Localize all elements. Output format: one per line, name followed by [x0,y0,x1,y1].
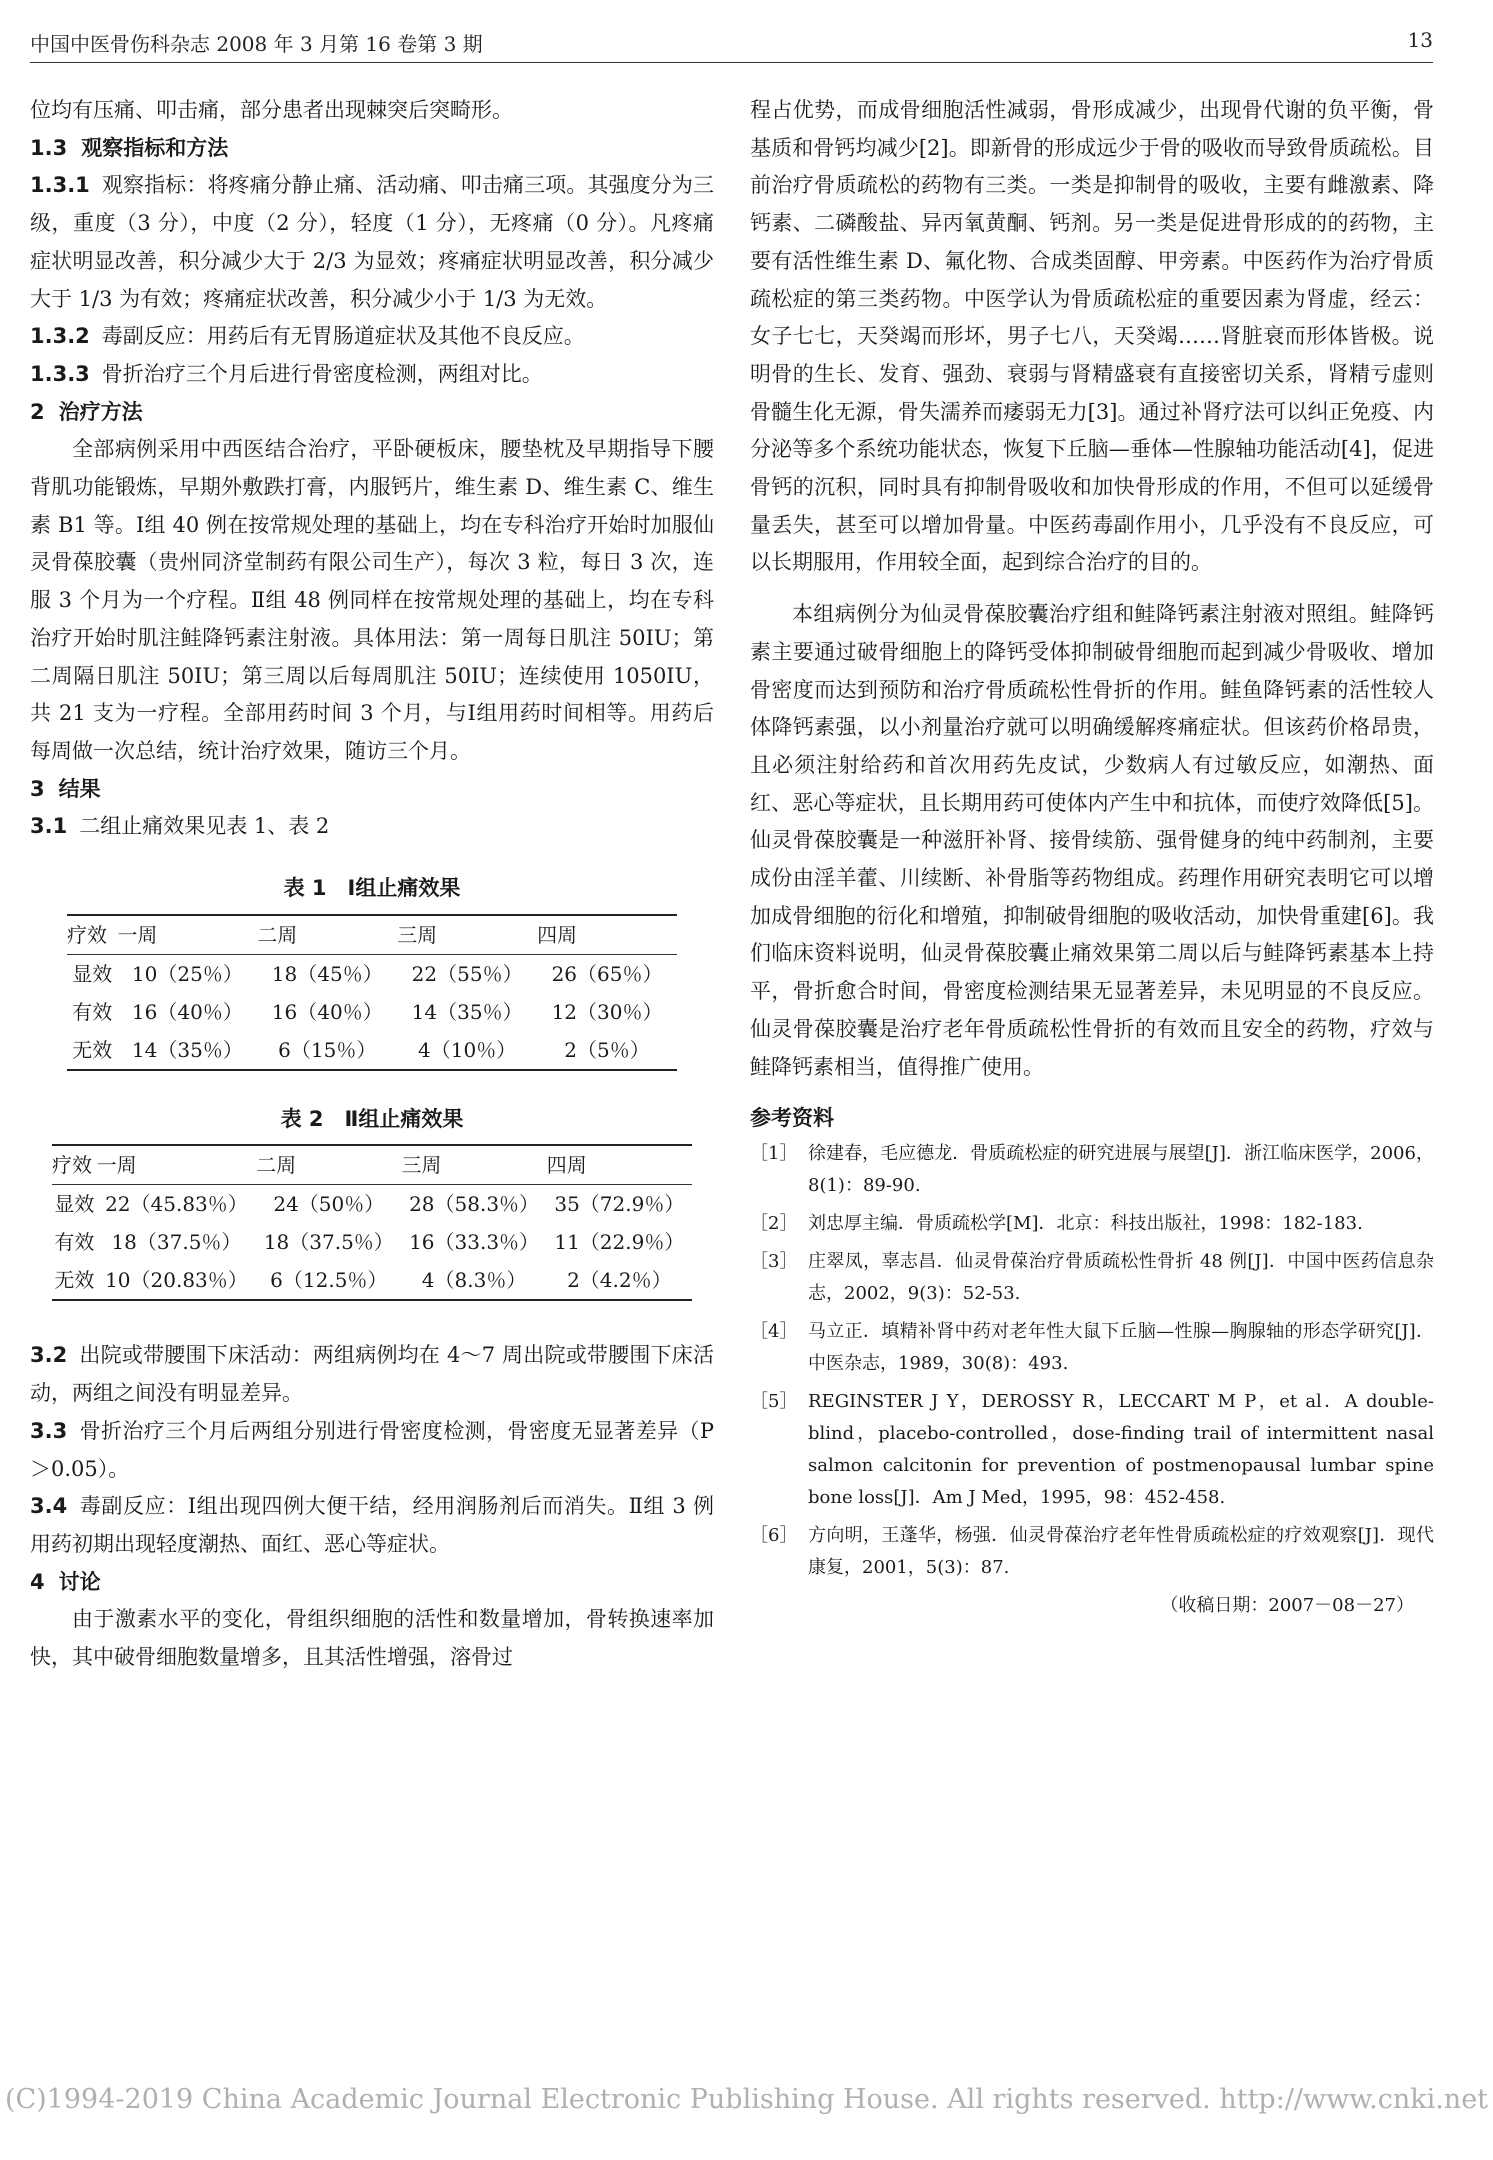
subsection [30,1488,714,1563]
subsection [30,1413,714,1488]
subsection-number: 3.2 [30,1343,68,1368]
copyright-footer: (C)1994-2019 China Academic Journal Electronic Publishing House. All rights reserved. http://www.cnki.net [4,2084,1489,2115]
journal-title: 中国中医骨伤科杂志 2008 年 3 月第 16 卷第 3 期 [30,32,483,56]
table-cell: 28（58.3％） [409,1192,540,1217]
subsection [30,1337,714,1412]
subsection-number: 3.4 [30,1494,68,1519]
reference-number: ［3］ [750,1250,798,1272]
table2-header-row [52,1145,692,1185]
subsection [30,167,714,318]
table-cell: 18（37.5％） [263,1230,394,1255]
reference-text: 方向明，王蓬华，杨强．仙灵骨葆治疗老年性骨质疏松症的疗效观察[J]．现代康复，2001，5(3)：87. [808,1524,1434,1578]
received-date: （收稿日期：2007－08－27） [1160,1594,1414,1616]
reference-text: REGINSTER J Y，DEROSSY R，LECCART M P，et al．A double-blind，placebo-controlled，dose-finding trail of intermittent nasal salmon calcitonin for prevention of postmenopausal lumbar spine bone loss[J]．Am J Med，1995，98：452-458. [808,1390,1434,1508]
section-number: 4 [30,1569,45,1594]
section-title: 观察指标和方法 [81,135,229,160]
reference-text: 马立正．填精补肾中药对老年性大鼠下丘脑—性腺—胸腺轴的形态学研究[J]．中医杂志，1989，30(8)：493. [808,1320,1434,1374]
subsection-text: 骨折治疗三个月后进行骨密度检测，两组对比。 [101,361,543,386]
subsection-text: 骨折治疗三个月后两组分别进行骨密度检测，骨密度无显著差异（P＞0.05）。 [30,1418,714,1481]
table-cell: 6（12.5％） [256,1261,401,1300]
section-number: 3 [30,776,45,801]
paragraph: 由于激素水平的变化，骨组织细胞的活性和数量增加，骨转换速率加快，其中破骨细胞数量增多，且其活性增强，溶骨过 [30,1607,714,1670]
table-cell: 14（35％） [411,999,523,1024]
table-cell: 35（72.9％） [554,1192,685,1217]
table-cell: 24（50％） [273,1192,385,1217]
section-number: 1.3 [30,135,68,160]
table-cell: 22（55％） [411,961,523,986]
paragraph: 全部病例采用中西医结合治疗，平卧硬板床，腰垫枕及早期指导下腰背肌功能锻炼，早期外敷跌打膏，内服钙片，维生素 D、维生素 C、维生素 B1 等。Ⅰ组 40 例在按常规处理的基础上，均在专科治疗开始时加服仙灵骨葆胶囊（贵州同济堂制药有限公司生产），每次 3 粒，每日 3 次，连服 3 个月为一个疗程。Ⅱ组 48 例同样在按常规处理的基础上，均在专科治疗开始时肌注鲑降钙素注射液。具体用法：第一周每日肌注 50IU；第二周隔日肌注 50IU；第三周以后每周肌注 50IU；连续使用 1050IU，共 21 支为一疗程。全部用药时间 3 个月，与Ⅰ组用药时间相等。用药后每周做一次总结，统计治疗效果，随访三个月。 [30,437,714,763]
reference-item [750,1316,1434,1380]
paragraph: 位均有压痛、叩击痛，部分患者出现棘突后突畸形。 [30,98,513,122]
table1-header: 二周 [257,915,397,955]
table-cell: 有效 [72,999,113,1024]
table2-header: 四周 [547,1145,692,1185]
section-heading [30,771,714,809]
reference-list [750,1138,1434,1584]
section-number: 2 [30,399,45,424]
table-cell: 10（25％） [131,961,243,986]
page-number: 13 [1407,28,1433,52]
table-cell: 16（40％） [131,999,243,1024]
reference-number: ［2］ [750,1212,798,1234]
table-row [67,993,677,1031]
subsection-number: 1.3.3 [30,361,90,386]
section-heading [30,130,714,168]
section-title: 治疗方法 [58,399,143,424]
table-row [52,1223,692,1261]
section-heading [30,394,714,432]
reference-number: ［6］ [750,1524,798,1546]
subsection-number: 1.3.1 [30,173,90,198]
table-cell: 11（22.9％） [554,1230,685,1255]
reference-number: ［1］ [750,1142,798,1164]
table-cell: 14（35％） [117,1031,257,1070]
table2-header: 一周 [97,1145,256,1185]
table-cell: 显效 [54,1192,95,1217]
section-heading [30,1564,714,1602]
reference-text: 徐建春，毛应德龙．骨质疏松症的研究进展与展望[J]．浙江临床医学，2006，8(1)：89-90. [808,1142,1434,1196]
reference-number: ［4］ [750,1320,798,1342]
table-row [52,1185,692,1224]
subsection-number: 1.3.2 [30,324,90,349]
table2-header: 二周 [256,1145,401,1185]
table1-header-row [67,915,677,955]
subsection-text: 出院或带腰围下床活动：两组病例均在 4～7 周出院或带腰围下床活动，两组之间没有明显差异。 [30,1343,714,1406]
table-cell: 显效 [72,961,113,986]
subsection-text: 毒副反应：Ⅰ组出现四例大便干结，经用润肠剂后而消失。Ⅱ组 3 例用药初期出现轻度潮热、面红、恶心等症状。 [30,1494,714,1556]
table-cell: 2（4.2％） [547,1261,692,1300]
table-cell: 18（45％） [271,961,383,986]
table-cell: 2（5％） [537,1031,677,1070]
table-cell: 4（10％） [397,1031,537,1070]
section-title: 结果 [58,776,101,801]
table-row [52,1261,692,1300]
reference-text: 刘忠厚主编．骨质疏松学[M]．北京：科技出版社，1998：182-183. [808,1212,1363,1234]
reference-item [750,1520,1434,1584]
subsection [30,356,714,394]
reference-number: ［5］ [750,1390,798,1412]
paragraph: 本组病例分为仙灵骨葆胶囊治疗组和鲑降钙素注射液对照组。鲑降钙素主要通过破骨细胞上的降钙受体抑制破骨细胞而起到减少骨吸收、增加骨密度而达到预防和治疗骨质疏松性骨折的作用。鲑鱼降钙素的活性较人体降钙素强，以小剂量治疗就可以明确缓解疼痛症状。但该药价格昂贵，且必须注射给药和首次用药先皮试，少数病人有过敏反应，如潮热、面红、恶心等症状，且长期用药可使体内产生中和抗体，而使疗效降低[5]。仙灵骨葆胶囊是一种滋肝补肾、接骨续筋、强骨健身的纯中药制剂，主要成份由淫羊藿、川续断、补骨脂等药物组成。药理作用研究表明它可以增加成骨细胞的衍化和增殖，抑制破骨细胞的吸收活动，加快骨重建[6]。我们临床资料说明，仙灵骨葆胶囊止痛效果第二周以后与鲑降钙素基本上持平，骨折愈合时间，骨密度检测结果无显著差异，未见明显的不良反应。仙灵骨葆胶囊是治疗老年骨质疏松性骨折的有效而且安全的药物，疗效与鲑降钙素相当，值得推广使用。 [750,602,1434,1079]
table-cell: 22（45.83％） [105,1192,248,1217]
reference-item [750,1246,1434,1310]
header-rule [30,62,1433,63]
table-cell: 26（65％） [551,961,663,986]
table2-header: 三周 [401,1145,546,1185]
reference-item [750,1138,1434,1202]
subsection [30,808,714,846]
reference-item [750,1208,1434,1240]
table1-header: 疗效 [67,915,117,955]
table-cell: 6（15％） [257,1031,397,1070]
subsection-number: 3.1 [30,814,68,839]
table-cell: 18（37.5％） [111,1230,242,1255]
table2-title: 表 2 Ⅱ组止痛效果 [280,1106,464,1131]
paragraph: 程占优势，而成骨细胞活性减弱，骨形成减少，出现骨代谢的负平衡，骨基质和骨钙均减少[2]。即新骨的形成远少于骨的吸收而导致骨质疏松。目前治疗骨质疏松的药物有三类。一类是抑制骨的吸收，主要有雌激素、降钙素、二磷酸盐、异丙氧黄酮、钙剂。另一类是促进骨形成的的药物，主要有活性维生素 D、氟化物、合成类固醇、甲旁素。中医药作为治疗骨质疏松症的第三类药物。中医学认为骨质疏松症的重要因素为肾虚，经云：女子七七，天癸竭而形坏，男子七八，天癸竭……肾脏衰而形体皆极。说明骨的生长、发育、强劲、衰弱与肾精盛衰有直接密切关系，肾精亏虚则骨髓生化无源，骨失濡养而痿弱无力[3]。通过补肾疗法可以纠正免疫、内分泌等多个系统功能状态，恢复下丘脑—垂体—性腺轴功能活动[4]，促进骨钙的沉积，同时具有抑制骨吸收和加快骨形成的作用，不但可以延缓骨量丢失，甚至可以增加骨量。中医药毒副作用小，几乎没有不良反应，可以长期服用，作用较全面，起到综合治疗的目的。 [750,98,1434,575]
subsection-text: 二组止痛效果见表 1、表 2 [79,814,330,839]
subsection [30,318,714,356]
table-row [67,1031,677,1070]
table-cell: 10（20.83％） [97,1261,256,1300]
reference-text: 庄翠凤，辜志昌．仙灵骨葆治疗骨质疏松性骨折 48 例[J]．中国中医药信息杂志，2002，9(3)：52-53. [808,1250,1434,1304]
table-row [67,954,677,993]
subsection-text: 毒副反应：用药后有无胃肠道症状及其他不良反应。 [101,324,585,349]
subsection-text: 观察指标：将疼痛分静止痛、活动痛、叩击痛三项。其强度分为三级，重度（3 分），中度（2 分），轻度（1 分），无疼痛（0 分）。凡疼痛症状明显改善，积分减少大于 2/3 为显效；疼痛症状明显改善，积分减少大于 1/3 为有效；疼痛症状改善，积分减少小于 1/3 为无效。 [30,173,714,311]
reference-item [750,1386,1434,1514]
table2 [52,1144,692,1301]
table2-header: 疗效 [52,1145,97,1185]
subsection-number: 3.3 [30,1418,68,1443]
table-cell: 12（30％） [551,999,663,1024]
section-title: 讨论 [58,1569,101,1594]
table1-header: 三周 [397,915,537,955]
left-column [30,92,714,1677]
references-title: 参考资料 [750,1106,834,1131]
table-cell: 4（8.3％） [401,1261,546,1300]
table-cell: 无效 [52,1261,97,1300]
table-cell: 无效 [67,1031,117,1070]
table-cell: 16（40％） [271,999,383,1024]
table1-title: 表 1 Ⅰ组止痛效果 [283,876,461,901]
table1-header: 一周 [117,915,257,955]
table1-header: 四周 [537,915,677,955]
right-column [750,92,1434,1622]
table1 [67,914,677,1071]
table-cell: 有效 [54,1230,95,1255]
table-cell: 16（33.3％） [409,1230,540,1255]
